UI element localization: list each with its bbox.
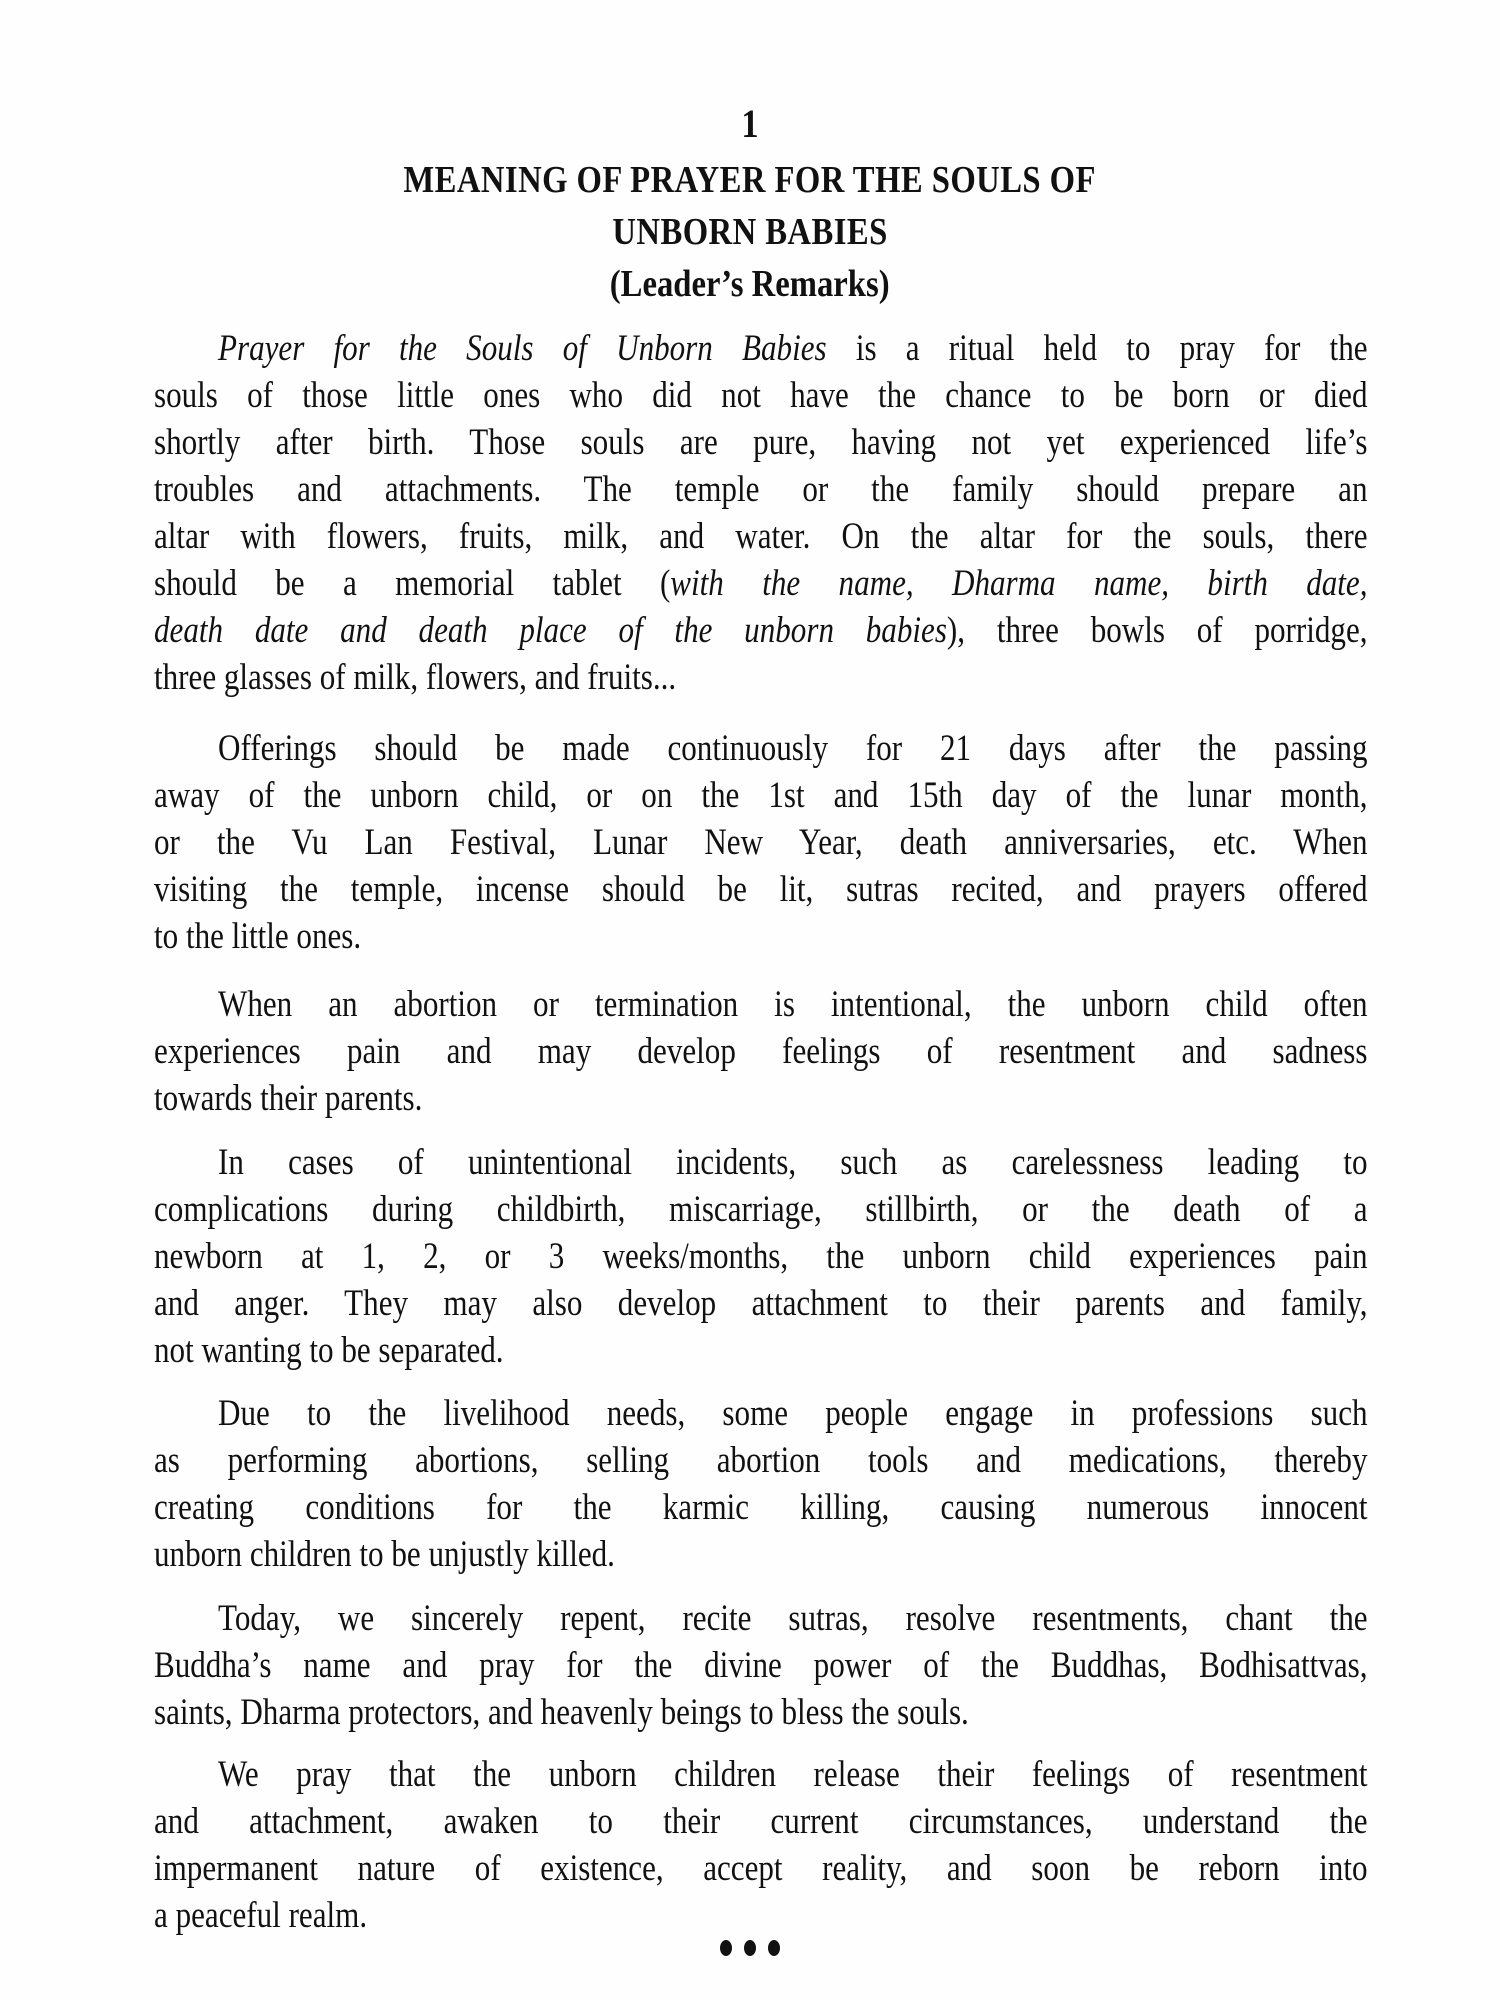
paragraph-2-line-2: away of the unborn child, or on the 1st and 15th day of the lunar month, <box>154 775 1368 816</box>
paragraph-4-line-4: and anger. They may also develop attachment to their parents and family, <box>154 1283 1368 1324</box>
italic-text: with the name, Dharma name, birth date, <box>670 563 1368 604</box>
paragraph-6-line-1: Today, we sincerely repent, recite sutras, resolve resentments, chant the <box>218 1598 1368 1639</box>
chapter-title-line-1 <box>0 158 1500 202</box>
italic-text: death date and death place of the unborn babies <box>154 610 947 651</box>
paragraph-2-line-5: to the little ones. <box>154 916 362 957</box>
paragraph-1-line-7 <box>154 608 1368 654</box>
paragraph-2-line-3: or the Vu Lan Festival, Lunar New Year, death anniversaries, etc. When <box>154 822 1368 863</box>
paragraph-2-line-4: visiting the temple, incense should be lit, sutras recited, and prayers offered <box>154 869 1368 910</box>
section-end-ornament <box>0 1930 1500 1964</box>
paragraph-1-line-3: shortly after birth. Those souls are pure, having not yet experienced life’s <box>154 422 1368 463</box>
paragraph-1-line-2: souls of those little ones who did not have the chance to be born or died <box>154 375 1368 416</box>
chapter-number <box>0 100 1500 147</box>
chapter-title-text-2: UNBORN BABIES <box>612 211 888 253</box>
paragraph-4-line-2: complications during childbirth, miscarriage, stillbirth, or the death of a <box>154 1189 1368 1230</box>
chapter-title-line-2 <box>0 210 1500 254</box>
ornament-dot-icon <box>720 1940 732 1956</box>
chapter-title-text-1: MEANING OF PRAYER FOR THE SOULS OF <box>403 159 1097 201</box>
paragraph-7-line-4: a peaceful realm. <box>154 1895 368 1936</box>
paragraph-6-line-3: saints, Dharma protectors, and heavenly beings to bless the souls. <box>154 1692 969 1733</box>
paragraph-4-line-5: not wanting to be separated. <box>154 1330 504 1371</box>
paragraph-1-line-8: three glasses of milk, flowers, and fruits... <box>154 657 677 698</box>
ornament-dot-icon <box>768 1940 780 1956</box>
paragraph-4-line-1: In cases of unintentional incidents, such as carelessness leading to <box>218 1142 1368 1183</box>
paragraph-4-line-3: newborn at 1, 2, or 3 weeks/months, the unborn child experiences pain <box>154 1236 1368 1277</box>
line-text: ), three bowls of porridge, <box>946 610 1368 651</box>
chapter-number-text: 1 <box>741 101 759 146</box>
paragraph-5-line-3: creating conditions for the karmic killing, causing numerous innocent <box>154 1487 1368 1528</box>
line-text: should be a memorial tablet ( <box>154 563 671 604</box>
paragraph-3-line-1: When an abortion or termination is intentional, the unborn child often <box>218 984 1368 1025</box>
paragraph-1-line-4: troubles and attachments. The temple or the family should prepare an <box>154 469 1368 510</box>
paragraph-5-line-2: as performing abortions, selling abortion tools and medications, thereby <box>154 1440 1368 1481</box>
paragraph-5-line-4: unborn children to be unjustly killed. <box>154 1534 615 1575</box>
paragraph-7-line-2: and attachment, awaken to their current circumstances, understand the <box>154 1801 1368 1842</box>
paragraph-2-line-1: Offerings should be made continuously for 21 days after the passing <box>218 728 1368 769</box>
paragraph-1-line-5: altar with flowers, fruits, milk, and water. On the altar for the souls, there <box>154 516 1368 557</box>
italic-title: Prayer for the Souls of Unborn Babies <box>218 328 827 369</box>
chapter-subtitle-text: (Leader’s Remarks) <box>610 263 890 305</box>
paragraph-3-line-3: towards their parents. <box>154 1078 423 1119</box>
paragraph-1-line-1 <box>218 326 1368 372</box>
ornament-dot-icon <box>744 1940 756 1956</box>
chapter-subtitle <box>0 262 1500 306</box>
paragraph-5-line-1: Due to the livelihood needs, some people engage in professions such <box>218 1393 1368 1434</box>
paragraph-1-line-6 <box>154 561 1368 607</box>
paragraph-3-line-2: experiences pain and may develop feelings of resentment and sadness <box>154 1031 1368 1072</box>
line-text: is a ritual held to pray for the <box>826 328 1368 369</box>
paragraph-7-line-3: impermanent nature of existence, accept reality, and soon be reborn into <box>154 1848 1368 1889</box>
paragraph-6-line-2: Buddha’s name and pray for the divine power of the Buddhas, Bodhisattvas, <box>154 1645 1368 1686</box>
paragraph-7-line-1: We pray that the unborn children release their feelings of resentment <box>218 1754 1368 1795</box>
